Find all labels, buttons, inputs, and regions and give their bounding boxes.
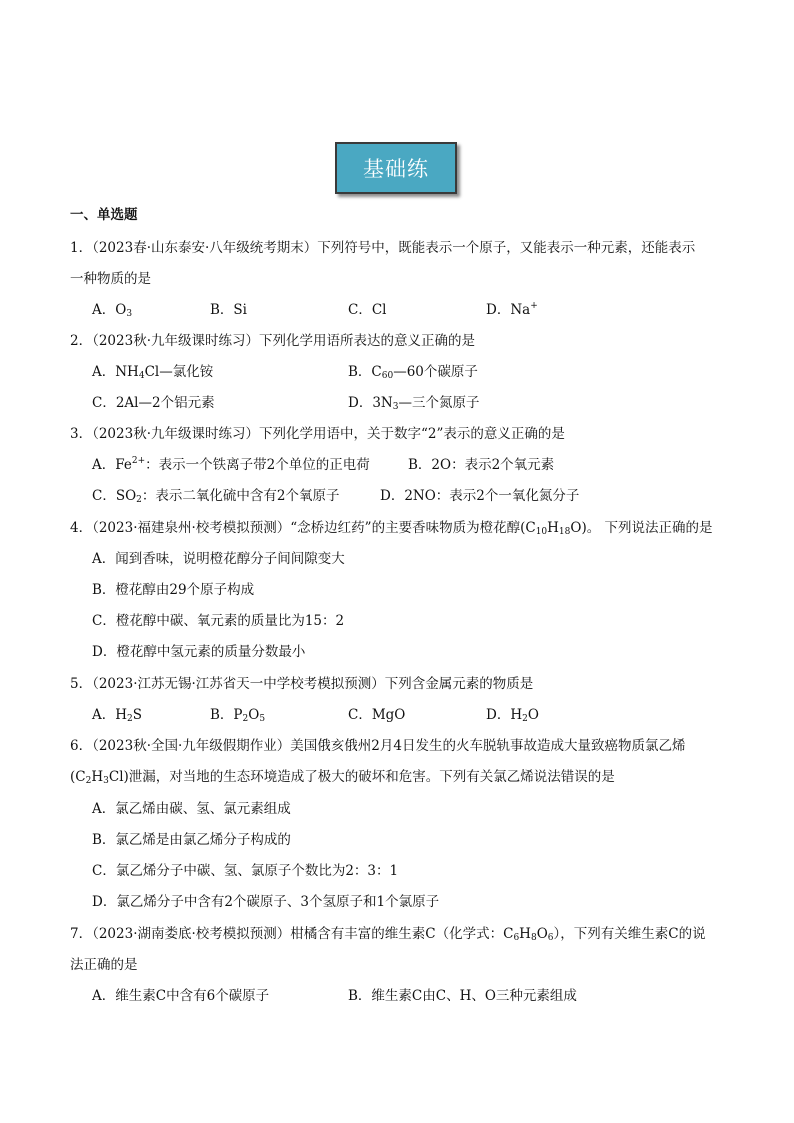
q1-stem-line1: 1．（2023春·山东泰安·八年级统考期末）下列符号中，既能表示一个原子，又能表示一种元素，还能表示 — [70, 240, 696, 256]
section-heading: 一、单选题 — [70, 207, 138, 223]
q4-option-c: C．橙花醇中碳、氧元素的质量比为15：2 — [92, 613, 345, 629]
q1-option-d: D．Na+ — [486, 301, 538, 318]
q3-option-a: A．$Fe^{2+}$：表示一个铁离子带2个单位的正电荷 — [92, 456, 370, 473]
q2-option-b: B．$C_{60}—60$个碳原子 — [348, 364, 478, 381]
q1-option-a: A．$O_3$ — [92, 302, 133, 319]
q6-stem-line1: 6．（2023秋·全国·九年级假期作业）美国俄亥俄州2月4日发生的火车脱轨事故造成大量致癌物质氯乙烯 — [70, 738, 686, 754]
q6-stem-line2: $(C_2H_3Cl)$泄漏，对当地的生态环境造成了极大的破坏和危害。下列有关氯乙烯说法错误的是 — [70, 769, 615, 786]
q6-option-a: A．氯乙烯由碳、氢、氯元素组成 — [92, 801, 291, 817]
q1-option-b: B．Si — [210, 302, 247, 318]
q6-option-b: B．氯乙烯是由氯乙烯分子构成的 — [92, 832, 291, 848]
q2-option-d: D．$3N_3—$三个氮原子 — [348, 395, 480, 412]
section-banner: 基础练 — [335, 142, 457, 194]
q2-option-c: C．2Al—2个铝元素 — [92, 395, 215, 411]
q5-option-a: A．$H_2S$ — [92, 707, 143, 724]
q7-stem-line2: 法正确的是 — [70, 957, 138, 973]
q3-option-c: C．$SO_2$：表示二氧化硫中含有2个氧原子 — [92, 488, 340, 505]
q4-option-b: B．橙花醇由29个原子构成 — [92, 582, 255, 598]
q7-option-a: A．维生素C中含有6个碳原子 — [92, 988, 270, 1004]
q6-option-c: C．氯乙烯分子中碳、氢、氯原子个数比为2：3：1 — [92, 863, 399, 879]
q5-option-b: B．$P_2O_5$ — [210, 707, 266, 724]
q4-option-a: A．闻到香味，说明橙花醇分子间间隙变大 — [92, 551, 345, 567]
q5-option-d: D．$H_2O$ — [486, 707, 539, 724]
q7-option-b: B．维生素C由C、H、O三种元素组成 — [348, 988, 577, 1004]
q4-stem: 4．（2023·福建泉州·校考模拟预测）“念桥边红药”的主要香味物质为橙花醇$(C_{10}H_{18}O)$。 下列说法正确的是 — [70, 520, 713, 537]
q5-stem: 5．（2023·江苏无锡·江苏省天一中学校考模拟预测）下列含金属元素的物质是 — [70, 676, 534, 692]
q6-option-d: D．氯乙烯分子中含有2个碳原子、3个氢原子和1个氯原子 — [92, 894, 440, 910]
q2-option-a: A．$NH_4Cl—$氯化铵 — [92, 364, 214, 381]
q2-stem: 2．（2023秋·九年级课时练习）下列化学用语所表达的意义正确的是 — [70, 333, 475, 349]
q7-stem-line1: 7．（2023·湖南娄底·校考模拟预测）柑橘含有丰富的维生素C（化学式：$C_6H_8O_6$），下列有关维生素C的说 — [70, 926, 706, 943]
q4-option-d: D．橙花醇中氢元素的质量分数最小 — [92, 644, 306, 660]
q1-stem-line2: 一种物质的是 — [70, 271, 151, 287]
q5-option-c: C．MgO — [348, 707, 406, 723]
q1-option-c: C．Cl — [348, 302, 387, 318]
q3-option-b: B．2O：表示2个氧元素 — [408, 457, 555, 473]
q3-option-d: D．2NO：表示2个一氧化氮分子 — [380, 488, 580, 504]
q3-stem: 3．（2023秋·九年级课时练习）下列化学用语中，关于数字“2”表示的意义正确的是 — [70, 426, 565, 442]
